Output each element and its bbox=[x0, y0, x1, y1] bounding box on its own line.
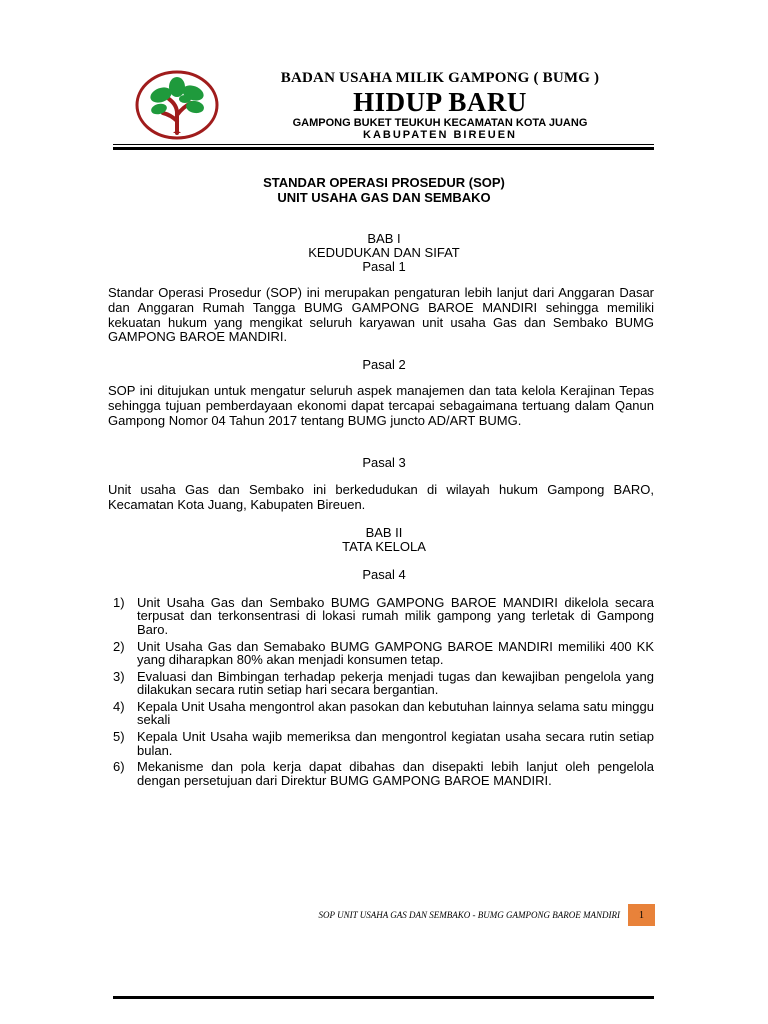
bab2-subheading: TATA KELOLA bbox=[342, 539, 426, 554]
list-item-text: Unit Usaha Gas dan Sembako BUMG GAMPONG BAROE MANDIRI dikelola secara terpusat dan terkonsentrasi di lokasi rumah milik gampong yang terletak di Gampong Baro. bbox=[137, 595, 654, 637]
pasal1-text: Standar Operasi Prosedur (SOP) ini merupakan pengaturan lebih lanjut dari Anggaran Dasar dan Anggaran Rumah Tangga BUMG GAMPONG BAROE MANDIRI sehingga memiliki kekuatan hukum yang mengikat seluruh karyawan unit usaha Gas dan Sembako BUMG GAMPONG BAROE MANDIRI. bbox=[108, 285, 654, 345]
letterhead-address-line2: KABUPATEN BIREUEN bbox=[363, 129, 517, 141]
pasal3-label: Pasal 3 bbox=[362, 455, 406, 470]
bab1-subheading: KEDUDUKAN DAN SIFAT bbox=[308, 245, 460, 260]
list-item bbox=[108, 730, 654, 757]
letterhead-divider-thin bbox=[113, 144, 654, 145]
pasal4-label: Pasal 4 bbox=[362, 567, 406, 582]
list-item-text: Unit Usaha Gas dan Semabako BUMG GAMPONG BAROE MANDIRI memiliki 400 KK yang diharapkan 80% akan menjadi konsumen tetap. bbox=[137, 638, 654, 668]
letterhead-org: BADAN USAHA MILIK GAMPONG ( BUMG ) bbox=[280, 70, 600, 86]
pasal2-text: SOP ini ditujukan untuk mengatur seluruh aspek manajemen dan tata kelola Kerajinan Tepas sehingga tujuan pemberdayaan ekonomi dapat tercapai sebagaimana tertuang dalam Qanun Gampong Nomor 04 Tahun 2017 tentang BUMG juncto AD/ART BUMG. bbox=[108, 383, 654, 428]
tree-logo-icon bbox=[133, 69, 231, 141]
list-item-number: 4) bbox=[113, 699, 125, 715]
letterhead-divider-thick bbox=[113, 147, 654, 150]
pasal4-list bbox=[108, 596, 654, 791]
pasal1-label: Pasal 1 bbox=[362, 259, 406, 274]
list-item bbox=[108, 700, 654, 727]
list-item-number: 1) bbox=[113, 595, 125, 610]
pasal3-text: Unit usaha Gas dan Sembako ini berkedudukan di wilayah hukum Gampong BARO, Kecamatan Kota Juang, Kabupaten Bireuen. bbox=[108, 482, 654, 512]
list-item-number: 6) bbox=[113, 759, 125, 775]
document-title-line1: STANDAR OPERASI PROSEDUR (SOP) bbox=[263, 175, 505, 190]
document-title-line2: UNIT USAHA GAS DAN SEMBAKO bbox=[277, 190, 491, 205]
list-item-number: 2) bbox=[113, 638, 125, 654]
list-item bbox=[108, 596, 654, 636]
list-item-text: Kepala Unit Usaha mengontrol akan pasokan dan kebutuhan lainnya selama satu minggu sekali bbox=[137, 699, 654, 728]
list-item-text: Mekanisme dan pola kerja dapat dibahas dan disepakti lebih lanjut oleh pengelola dengan persetujuan dari Direktur BUMG GAMPONG BAROE MANDIRI. bbox=[137, 759, 654, 788]
letterhead-address-line1: GAMPONG BUKET TEUKUH KECAMATAN KOTA JUANG bbox=[292, 117, 588, 129]
list-item-number: 3) bbox=[113, 668, 125, 684]
footer-divider bbox=[113, 996, 654, 999]
pasal2-label: Pasal 2 bbox=[362, 357, 406, 372]
list-item bbox=[108, 760, 654, 787]
letterhead-name: HIDUP BARU bbox=[353, 87, 527, 117]
letterhead bbox=[130, 68, 650, 140]
list-item-number: 5) bbox=[113, 729, 125, 745]
list-item bbox=[108, 670, 654, 697]
page-number: 1 bbox=[628, 904, 655, 926]
list-item-text: Kepala Unit Usaha wajib memeriksa dan mengontrol kegiatan usaha secara rutin setiap bulan. bbox=[137, 729, 654, 758]
footer-text: SOP UNIT USAHA GAS DAN SEMBAKO - BUMG GAMPONG BAROE MANDIRI bbox=[318, 910, 620, 920]
list-item bbox=[108, 640, 654, 667]
bab2-heading: BAB II bbox=[365, 525, 403, 540]
list-item-text: Evaluasi dan Bimbingan terhadap pekerja menjadi tugas dan kewajiban pengelola yang dilakukan secara rutin setiap hari secara bergantian. bbox=[137, 668, 654, 698]
bab1-heading: BAB I bbox=[367, 231, 401, 246]
